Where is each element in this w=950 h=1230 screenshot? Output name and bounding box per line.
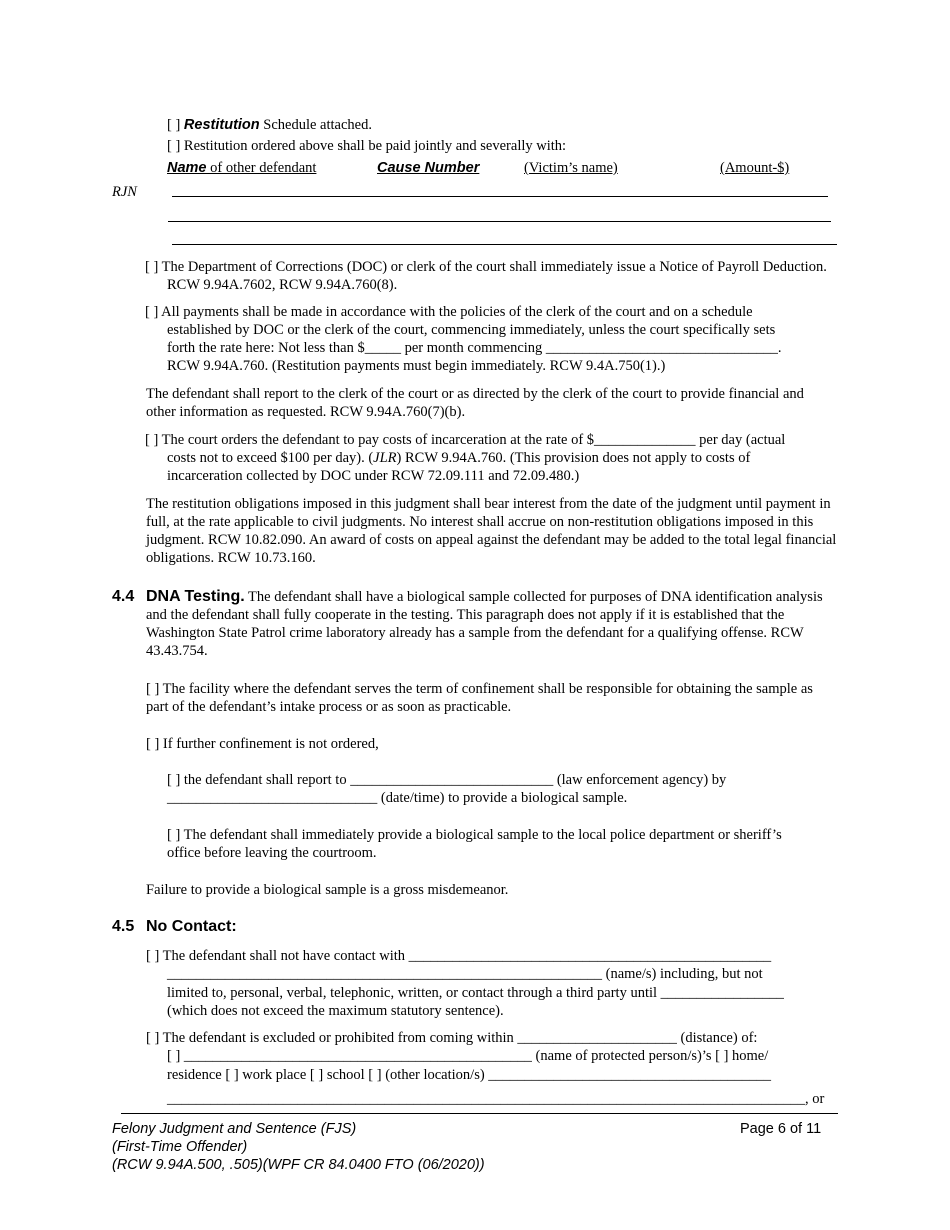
dna-intro-paragraph [146, 588, 838, 660]
section-number-4-5: 4.5 [112, 918, 135, 935]
name-bold-label: Name [167, 160, 207, 176]
dna-facility-paragraph: [ ] The facility where the defendant serves the term of confinement shall be responsible for obtaining the sample as part of the defendant’s intake process or as soon as practicable. [146, 681, 813, 715]
incarceration-line-1: [ ] The court orders the defendant to pay costs of incarceration at the rate of $______________ per day (actual [145, 432, 786, 448]
footer-form-subtitle: (First-Time Offender) [112, 1139, 248, 1155]
incarceration-line-2 [167, 449, 750, 467]
report-paragraph: The defendant shall report to the clerk of the court or as directed by the clerk of the court to provide financial and other information as requested. RCW 9.94A.760(7)(b). [146, 386, 804, 420]
excluded-line-3: residence [ ] work place [ ] school [ ] (other location/s) _______________________________________ [167, 1067, 772, 1083]
incarceration-text-b: ) RCW 9.94A.760. (This provision does not apply to costs of [396, 450, 751, 466]
incarceration-text-a: costs not to exceed $100 per day). ( [167, 450, 374, 466]
payroll-deduction-paragraph: [ ] The Department of Corrections (DOC) or clerk of the court shall immediately issue a Notice of Payroll Deduction. RCW 9.94A.7602, RCW 9.94A.760(8). [145, 259, 827, 293]
jlr-label: JLR [373, 450, 397, 466]
footer-divider [121, 1113, 838, 1114]
dna-report-line-2: _____________________________ (date/time) to provide a biological sample. [167, 790, 628, 806]
no-contact-title: No Contact: [146, 918, 237, 935]
restitution-schedule-text: Schedule attached. [259, 117, 372, 133]
column-header-amount: (Amount-$) [720, 160, 790, 176]
fill-in-line-3[interactable] [172, 244, 837, 245]
payment-schedule-line-3: forth the rate here: Not less than $_____ per month commencing ________________________________. [167, 340, 782, 356]
excluded-line-1: [ ] The defendant is excluded or prohibited from coming within ______________________ (distance) of: [146, 1030, 758, 1046]
name-label-rest: of other defendant [206, 160, 317, 176]
column-header-cause-number: Cause Number [377, 160, 480, 176]
joint-restitution-line: [ ] Restitution ordered above shall be paid jointly and severally with: [167, 138, 567, 154]
column-header-victim: (Victim’s name) [524, 160, 618, 176]
no-contact-line-2: ____________________________________________________________ (name/s) including, but not [167, 966, 763, 982]
no-contact-line-1: [ ] The defendant shall not have contact with __________________________________________________ [146, 948, 772, 964]
payment-schedule-line-4: RCW 9.94A.760. (Restitution payments must begin immediately. RCW 9.4A.750(1).) [167, 358, 666, 374]
excluded-line-4: ________________________________________________________________________________________, or [167, 1091, 825, 1107]
dna-immediate-paragraph: [ ] The defendant shall immediately provide a biological sample to the local police department or sheriff’s office before leaving the courtroom. [167, 827, 782, 861]
page-number: Page 6 of 11 [740, 1121, 822, 1137]
dna-intro-text: The defendant shall have a biological sample collected for purposes of DNA identification analysis and the defendant shall fully cooperate in the testing. This paragraph does not apply if it is established that the Washington State Patrol crime laboratory already has a sample from the defendant for a qualifying offense. RCW 43.43.754. [146, 589, 823, 659]
fill-in-line-2[interactable] [168, 221, 831, 222]
footer-form-citation: (RCW 9.94A.500, .505)(WPF CR 84.0400 FTO (06/2020)) [112, 1157, 485, 1173]
section-number-4-4: 4.4 [112, 588, 135, 605]
footer-form-title: Felony Judgment and Sentence (FJS) [112, 1121, 357, 1137]
dna-title: DNA Testing. [146, 588, 245, 605]
fill-in-line-1[interactable] [172, 196, 828, 197]
dna-report-line-1: [ ] the defendant shall report to ____________________________ (law enforcement agency) by [167, 772, 727, 788]
interest-paragraph: The restitution obligations imposed in this judgment shall bear interest from the date of the judgment until payment in full, at the rate applicable to civil judgments. No interest shall accrue on non-restitution obligations imposed in this judgment. RCW 10.82.090. An award of costs on appeal against the defendant may be added to the total legal financial obligations. RCW 10.73.160. [146, 496, 837, 566]
incarceration-line-3: incarceration collected by DOC under RCW 72.09.111 and 72.09.480.) [167, 468, 580, 484]
excluded-line-2: [ ] ________________________________________________ (name of protected person/s)’s [ ] home/ [167, 1048, 769, 1064]
no-contact-line-3: limited to, personal, verbal, telephonic, written, or contact through a third party until _________________ [167, 985, 784, 1001]
restitution-schedule-line [167, 116, 372, 134]
handwritten-initials: RJN [112, 184, 137, 200]
no-contact-line-4: (which does not exceed the maximum statutory sentence). [167, 1003, 504, 1019]
restitution-bold-label: Restitution [183, 117, 260, 133]
dna-failure-statement: Failure to provide a biological sample is a gross misdemeanor. [146, 882, 509, 898]
dna-further-confinement: [ ] If further confinement is not ordered, [146, 736, 379, 752]
payment-schedule-line-1: [ ] All payments shall be made in accordance with the policies of the clerk of the court and on a schedule [145, 304, 753, 320]
checkbox[interactable]: [ ] [167, 117, 181, 133]
payment-schedule-line-2: established by DOC or the clerk of the court, commencing immediately, unless the court specifically sets [167, 322, 776, 338]
column-header-name [167, 159, 316, 177]
